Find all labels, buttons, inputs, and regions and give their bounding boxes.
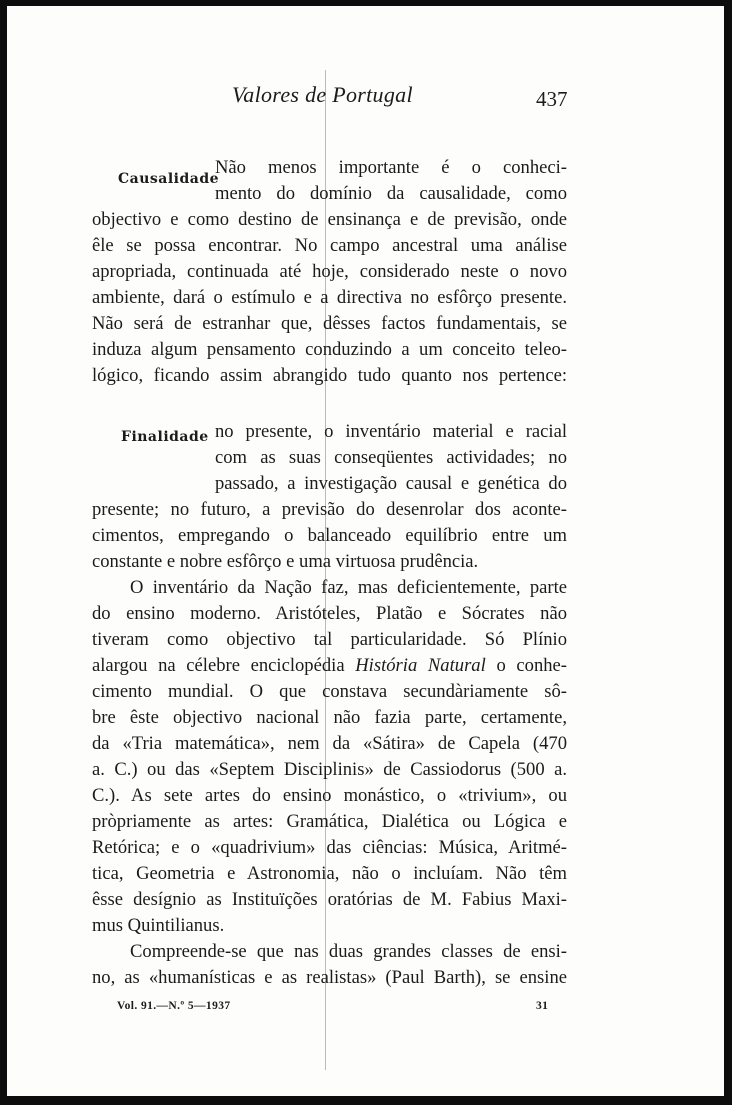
text-line: induza algum pensamento conduzindo a um conceito teleo-	[92, 339, 567, 360]
text-line: êsse desígnio as Instituïções oratórias de M. Fabius Maxi-	[92, 889, 567, 910]
text-line: mento do domínio da causalidade, como	[215, 183, 567, 204]
text-line: objectivo e como destino de ensinança e de previsão, onde	[92, 209, 567, 230]
text-line	[92, 653, 567, 679]
text-line: no, as «humanísticas e as realistas» (Paul Barth), se ensine	[92, 967, 567, 988]
text-line: com as suas conseqüentes actividades; no	[215, 447, 567, 468]
side-note-causalidade: Causalidade	[118, 171, 220, 187]
text-line: mus Quintilianus.	[92, 915, 225, 936]
text-span: alargou na célebre enciclopédia	[92, 655, 345, 676]
text-line: Não será de estranhar que, dêsses factos fundamentais, se	[92, 313, 567, 334]
text-line: ambiente, dará o estímulo e a directiva no esfôrço presente.	[92, 287, 567, 308]
page-number: 437	[536, 87, 568, 111]
text-line: Não menos importante é o conheci-	[215, 157, 567, 178]
text-line: presente; no futuro, a previsão do desenrolar dos aconte-	[92, 499, 567, 520]
signature-mark: 31	[536, 1000, 549, 1012]
text-span: o conhe-	[496, 655, 567, 676]
text-line: pròpriamente as artes: Gramática, Dialética ou Lógica e	[92, 811, 567, 832]
text-line: do ensino moderno. Aristóteles, Platão e Sócrates não	[92, 603, 567, 624]
text-line: constante e nobre esfôrço e uma virtuosa prudência.	[92, 551, 479, 572]
scan-border-bottom	[0, 1096, 732, 1105]
text-line: cimentos, empregando o balanceado equilíbrio entre um	[92, 525, 567, 546]
running-title: Valores de Portugal	[232, 82, 413, 107]
volume-info: Vol. 91.—N.º 5—1937	[117, 1000, 231, 1012]
text-line: tica, Geometria e Astronomia, não o incluíam. Não têm	[92, 863, 567, 884]
text-line: cimento mundial. O que constava secundàriamente sô-	[92, 681, 567, 702]
text-line: apropriada, continuada até hoje, considerado neste o novo	[92, 261, 567, 282]
text-line: Compreende-se que nas duas grandes classes de ensi-	[130, 941, 567, 962]
scan-border-right	[724, 0, 732, 1105]
text-line: da «Tria matemática», nem da «Sátira» de Capela (470	[92, 733, 567, 754]
scan-border-left	[0, 0, 7, 1105]
text-line: a. C.) ou das «Septem Disciplinis» de Cassiodorus (500 a.	[92, 759, 567, 780]
page-footer	[0, 1000, 732, 1020]
text-line: tiveram como objectivo tal particularidade. Só Plínio	[92, 629, 567, 650]
text-line: no presente, o inventário material e racial	[215, 421, 567, 442]
page-header	[0, 82, 732, 114]
text-line: bre êste objectivo nacional não fazia parte, certamente,	[92, 707, 567, 728]
side-note-finalidade: Finalidade	[121, 429, 209, 445]
text-line: passado, a investigação causal e genética do	[215, 473, 567, 494]
text-line: êle se possa encontrar. No campo ancestral uma análise	[92, 235, 567, 256]
book-title-italic: História Natural	[355, 655, 486, 676]
text-line: C.). As sete artes do ensino monástico, o «trivium», ou	[92, 785, 567, 806]
text-line: lógico, ficando assim abrangido tudo quanto nos pertence:	[92, 365, 567, 386]
text-line: Retórica; e o «quadrivium» das ciências: Música, Aritmé-	[92, 837, 567, 858]
text-line: O inventário da Nação faz, mas deficientemente, parte	[130, 577, 567, 598]
scan-border-top	[0, 0, 732, 6]
